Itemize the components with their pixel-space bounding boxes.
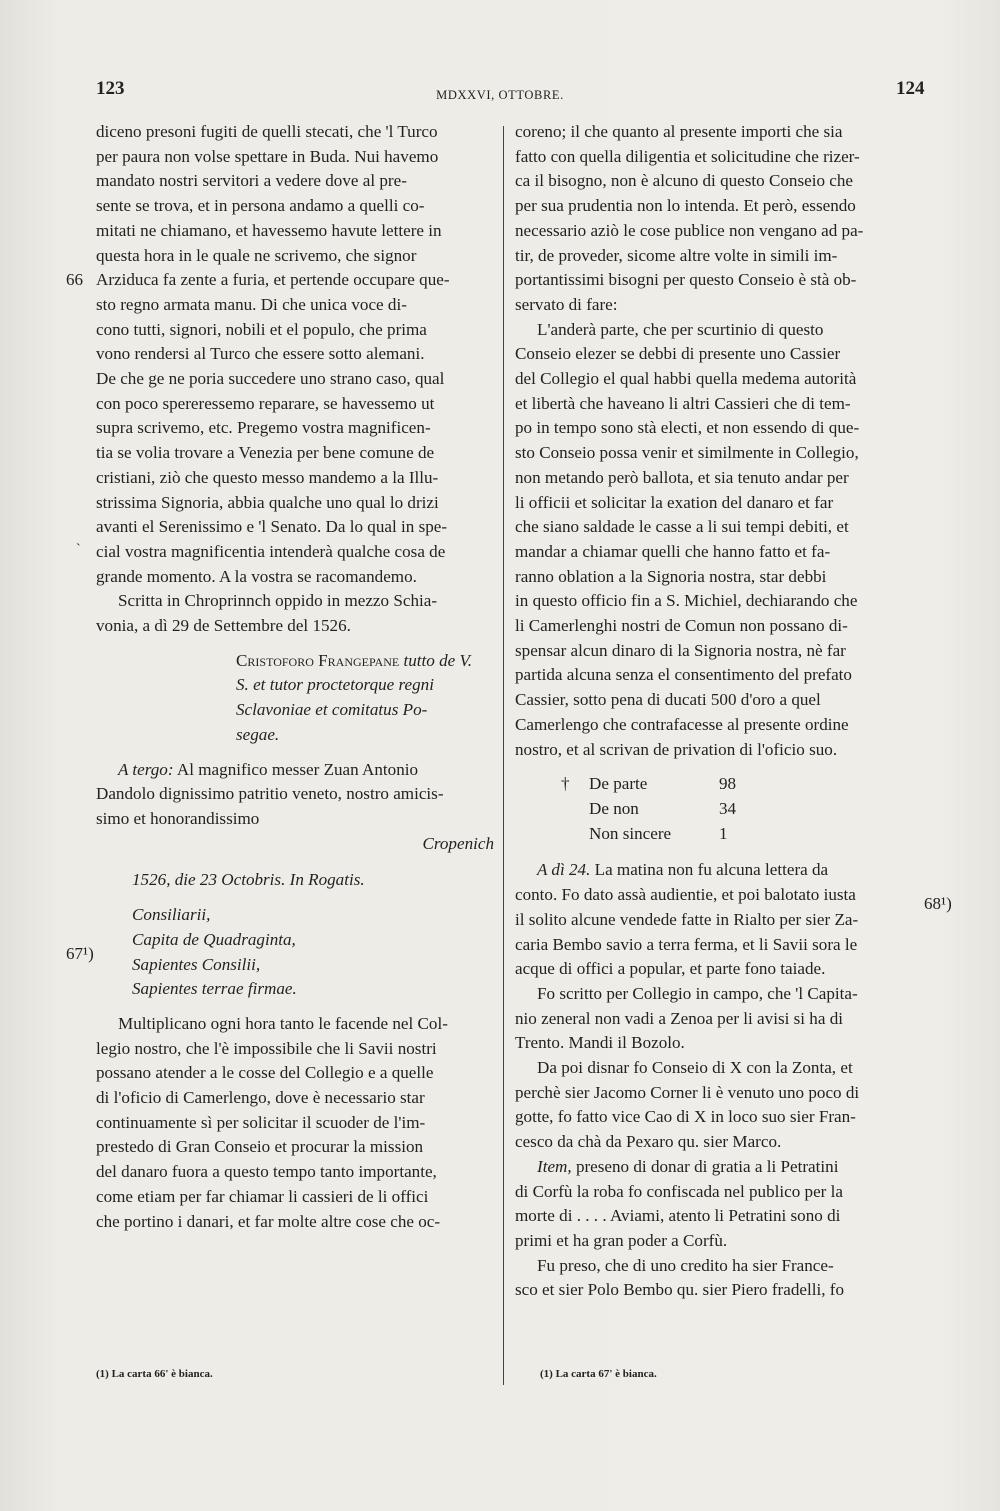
decree-heading: 1526, die 23 Octobris. In Rogatis. <box>132 870 365 890</box>
scritta-line: Scritta in Chroprinnch oppido in mezzo Schia- <box>118 591 438 611</box>
signature-title: segae. <box>236 724 280 744</box>
vote-label: De parte <box>589 774 648 794</box>
text-line: tir, de proveder, sicome altre volte in simili im- <box>515 245 838 265</box>
vote-label: De non <box>589 798 639 818</box>
text-line: necessario aziò le cose publice non vengano ad pa- <box>515 220 864 240</box>
column-divider-lower <box>503 795 504 1385</box>
cross-mark <box>561 797 589 822</box>
text-line: partida alcuna senza el consentimento del prefato <box>515 665 852 685</box>
margin-tick-mark: ˋ <box>76 542 81 557</box>
text-line: mandar a chiamar quelli che hanno fatto et fa- <box>515 541 831 561</box>
text-line: portantissimi bisogni per questo Conseio è stà ob- <box>515 270 857 290</box>
vote-row <box>515 822 921 847</box>
text-line: Camerlengo che contrafacesse al presente ordine <box>515 714 849 734</box>
vote-label: Non sincere <box>589 823 672 843</box>
text-line: La matina non fu alcuna lettera da <box>594 860 829 880</box>
text-line: cristiani, ziò che questo messo mandemo a la Illu- <box>96 467 439 487</box>
official-line: Capita de Quadraginta, <box>132 929 296 949</box>
text-line: tia se volia trovare a Venezia per bene comune de <box>96 443 435 463</box>
text-line: coreno; il che quanto al presente importi che sia <box>515 122 843 141</box>
official-line: Consiliarii, <box>132 905 211 925</box>
cross-mark <box>561 822 589 847</box>
text-line: cono tutti, signori, nobili et el populo, che prima <box>96 319 427 339</box>
date-label: A dì 24. <box>537 860 591 880</box>
vote-row <box>515 797 921 822</box>
text-line: diceno presoni fugiti de quelli stecati, che 'l Turco <box>96 122 438 141</box>
page-number-right: 124 <box>896 78 925 99</box>
text-line: primi et ha gran poder a Corfù. <box>515 1230 728 1250</box>
text-line: sto regno armata manu. Di che unica voce di- <box>96 294 407 314</box>
text-line: perchè sier Jacomo Corner li è venuto uno poco di <box>515 1082 860 1102</box>
text-line: Multiplicano ogni hora tanto le facende nel Col- <box>118 1013 448 1033</box>
text-line: possano atender a le cosse del Collegio e a quelle <box>96 1063 434 1083</box>
text-line: Trento. Mandi il Bozolo. <box>515 1033 685 1053</box>
text-line: servato di fare: <box>515 294 618 314</box>
text-line: strissima Signoria, abbia qualche uno qual lo drizi <box>96 492 439 512</box>
text-line: del danaro fuora a questo tempo tanto importante, <box>96 1162 437 1182</box>
text-line: sto Conseio possa venir et similmente in Collegio, <box>515 443 859 463</box>
signature-name: Cristoforo Frangepane <box>236 650 400 670</box>
signature <box>236 649 494 674</box>
text-line: il solito alcune vendede fatte in Rialto per sier Za- <box>515 909 859 929</box>
text-line: vono rendersi al Turco che essere sotto alemani. <box>96 344 425 364</box>
text-line: caria Bembo savio a terra ferma, et li Savii sora le <box>515 934 858 954</box>
signature-title: tutto de V. <box>403 650 473 670</box>
page-number-left: 123 <box>96 78 125 99</box>
text-line: morte di . . . . Aviami, atento li Petratini sono di <box>515 1206 841 1226</box>
vote-row <box>515 772 921 797</box>
text-line: in questo officio fin a S. Michiel, dechiarando che <box>515 591 858 611</box>
text-line: per sua prudentia non lo intenda. Et però, essendo <box>515 196 856 216</box>
text-line: Da poi disnar fo Conseio di X con la Zonta, et <box>537 1058 853 1078</box>
right-column <box>515 120 921 1303</box>
text-line: Conseio elezer se debbi di presente uno Cassier <box>515 344 841 364</box>
text-line: sente se trova, et in persona andamo a quelli co- <box>96 196 425 216</box>
vote-count: 34 <box>719 798 737 818</box>
text-line: sco et sier Polo Bembo qu. sier Piero fradelli, fo <box>515 1280 844 1300</box>
text-line: legio nostro, che l'è impossibile che li Savii nostri <box>96 1038 437 1058</box>
signature-title: S. et tutor proctetorque regni <box>236 675 434 695</box>
text-line: questa hora in le quale ne scrivemo, che signor <box>96 245 417 265</box>
footnote-right: (1) La carta 67' è bianca. <box>540 1368 657 1380</box>
text-line: avanti el Serenissimo e 'l Senato. Da lo qual in spe- <box>96 517 448 537</box>
left-column <box>96 120 494 1234</box>
text-line: fatto con quella diligentia et solicitudine che rizer- <box>515 146 860 166</box>
text-line: spensar alcun dinaro di la Signoria nostra, nè far <box>515 640 846 660</box>
text-line: Fo scritto per Collegio in campo, che 'l Capita- <box>537 983 858 1003</box>
a-tergo-line <box>96 758 494 783</box>
margin-number-67: 67¹) <box>66 944 94 963</box>
official-line: Sapientes Consilii, <box>132 954 261 974</box>
text-line: cial vostra magnificentia intenderà qualche cosa de <box>96 541 446 561</box>
letter-text <box>96 120 494 589</box>
text-line: cesco da chà da Pexaro qu. sier Marco. <box>515 1132 782 1152</box>
adi-line <box>515 858 921 883</box>
cropenich: Cropenich <box>422 833 494 853</box>
text-line: con poco spereressemo reparare, se havessemo ut <box>96 393 435 413</box>
text-line: gotte, fo fatto vice Cao di X in loco suo sier Fran- <box>515 1107 856 1127</box>
text-line: mitati ne chiamano, et havessemo havute lettere in <box>96 220 442 240</box>
margin-number-68: 68¹) <box>924 894 952 913</box>
vote-count: 1 <box>719 823 728 843</box>
text-line: et libertà che haveano li altri Cassieri che di tem- <box>515 393 851 413</box>
text-line: non metando però ballota, et sia tenuto andar per <box>515 467 849 487</box>
scritta-line: vonia, a dì 29 de Settembre del 1526. <box>96 616 351 636</box>
column-divider <box>503 126 504 808</box>
vote-count: 98 <box>719 774 737 794</box>
footnote-left: (1) La carta 66' è bianca. <box>96 1368 213 1380</box>
text-line: continuamente sì per solicitar il scuoder de l'im- <box>96 1112 426 1132</box>
text-line: mandato nostri servitori a vedere dove al pre- <box>96 171 407 191</box>
a-tergo-label: A tergo: <box>118 759 174 779</box>
item-line <box>515 1155 921 1180</box>
text-line: ranno oblation a la Signoria nostra, star debbi <box>515 566 827 586</box>
text-line: Cassier, sotto pena di ducati 500 d'oro a quel <box>515 690 821 710</box>
running-title: MDXXVI, OTTOBRE. <box>436 88 564 102</box>
text-line: conto. Fo dato assà audientie, et poi balotato iusta <box>515 885 856 905</box>
text-line: De che ge ne poria succedere uno strano caso, qual <box>96 369 445 389</box>
text-line: prestedo di Gran Conseio et procurar la mission <box>96 1137 424 1157</box>
text-line: che siano saldade le casse a li sui tempi debiti, et <box>515 517 849 537</box>
text-line: preseno di donar di gratia a li Petratini <box>575 1156 839 1176</box>
text-line: Arziduca fa zente a furia, et pertende occupare que- <box>96 270 450 290</box>
official-line: Sapientes terrae firmae. <box>132 979 297 999</box>
text-line: che portino i danari, et far molte altre cose che oc- <box>96 1211 441 1231</box>
margin-number-66: 66 <box>66 270 83 289</box>
text-line: L'anderà parte, che per scurtinio di questo <box>537 319 824 339</box>
cross-mark: † <box>561 774 570 794</box>
text-line: nio zeneral non vadi a Zenoa per li avisi si ha di <box>515 1008 843 1028</box>
text-line: Fu preso, che di uno credito ha sier France- <box>537 1255 834 1275</box>
signature-title: Sclavoniae et comitatus Po- <box>236 700 428 720</box>
text-line: per paura non volse spettare in Buda. Nui havemo <box>96 146 439 166</box>
text-line: po in tempo sono stà electi, et non essendo di que- <box>515 418 860 438</box>
text-line: li officii et solicitar la exation del danaro et far <box>515 492 834 512</box>
text-line: Dandolo dignissimo patritio veneto, nostro amicis- <box>96 784 444 804</box>
text-line: supra scrivemo, etc. Pregemo vostra magnificen- <box>96 418 431 438</box>
text-line: come etiam per far chiamar li cassieri de li offici <box>96 1186 429 1206</box>
text-line: Al magnifico messer Zuan Antonio <box>176 759 419 779</box>
text-line: nostro, et al scrivan de privation di l'oficio suo. <box>515 739 838 759</box>
text-line: simo et honorandissimo <box>96 808 260 828</box>
text-line: ca il bisogno, non è alcuno di questo Conseio che <box>515 171 854 191</box>
item-label: Item, <box>537 1156 572 1176</box>
text-line: acque di offici a popular, et parte fono taiade. <box>515 959 826 979</box>
text-line: del Collegio el qual habbi quella medema autorità <box>515 369 857 389</box>
text-line: di Corfù la roba fo confiscada nel publico per la <box>515 1181 843 1201</box>
text-line: di l'oficio di Camerlengo, dove è necessario star <box>96 1088 425 1108</box>
text-line: li Camerlenghi nostri de Comun non possano di- <box>515 616 848 636</box>
text-line: grande momento. A la vostra se racomandemo. <box>96 566 417 586</box>
